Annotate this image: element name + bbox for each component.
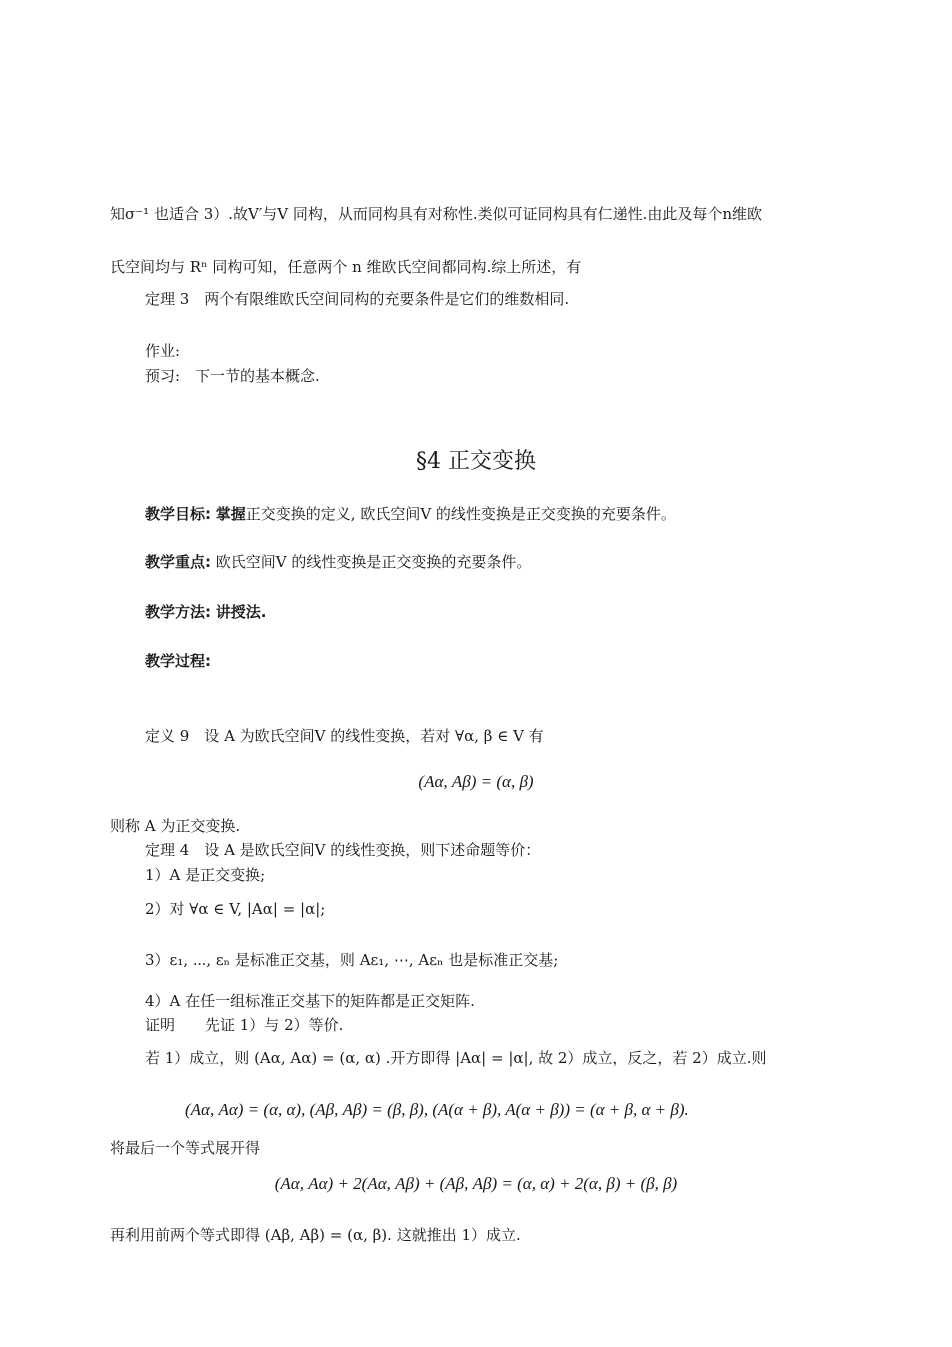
final-line: 再利用前两个等式即得 (Aβ, Aβ) = (α, β). 这就推出 1）成立. (110, 1226, 521, 1244)
theorem-3: 定理 3 两个有限维欧氏空间同构的充要条件是它们的维数相同. (145, 290, 570, 308)
theorem-4: 定理 4 设 A 是欧氏空间V 的线性变换，则下述命题等价： (145, 841, 541, 859)
proof-line: 若 1）成立，则 (Aα, Aα) = (α, α) .开方即得 |Aα| = |α|, 故 2）成立，反之，若 2）成立.则 (145, 1049, 767, 1067)
teaching-process (145, 650, 211, 672)
theorem-item-1: 1）A 是正交变换; (145, 866, 266, 884)
theorem-item-3: 3）ε₁, ⋯, εₙ 是标准正交基，则 Aε₁, ⋯, Aεₙ 也是标准正交基; (145, 951, 559, 969)
goal-label: 教学目标: (145, 505, 211, 523)
proof-start: 证明 先证 1）与 2）等价. (145, 1016, 344, 1034)
theorem-item-4: 4）A 在任一组标准正交基下的矩阵都是正交矩阵. (145, 992, 475, 1010)
teaching-method (145, 601, 266, 623)
formula-expansion: (Aα, Aα) = (α, α), (Aβ, Aβ) = (β, β), (A(α + β), A(α + β)) = (α + β, α + β). (185, 1100, 689, 1119)
continuation-line-1: 知σ⁻¹ 也适合 3）.故V′与V 同构，从而同构具有对称性.类似可证同构具有仁递性.由此及每个n维欧 (110, 205, 763, 223)
method-label: 教学方法: (145, 603, 211, 621)
goal-text: 正交变换的定义, 欧氏空间V 的线性变换是正交变换的充要条件。 (245, 505, 676, 523)
section-title: §4 正交变换 (416, 449, 536, 474)
process-label: 教学过程: (145, 652, 211, 670)
preview-line: 预习: 下一节的基本概念. (145, 367, 320, 385)
continuation-line-2: 氏空间均与 Rⁿ 同构可知，任意两个 n 维欧氏空间都同构.综上所述，有 (110, 258, 582, 276)
definition-9: 定义 9 设 A 为欧氏空间V 的线性变换，若对 ∀α, β ∈ V 有 (145, 727, 544, 745)
method-text: 讲授法. (215, 603, 267, 621)
expand-text: 将最后一个等式展开得 (110, 1139, 261, 1157)
definition-conclusion: 则称 A 为正交变换. (110, 817, 241, 835)
formula-expanded: (Aα, Aα) + 2(Aα, Aβ) + (Aβ, Aβ) = (α, α) + 2(α, β) + (β, β) (274, 1174, 678, 1193)
focus-text: 欧氏空间V 的线性变换是正交变换的充要条件。 (215, 553, 532, 571)
homework-label: 作业: (145, 342, 181, 360)
theorem-item-2: 2）对 ∀α ∈ V, |Aα| = |α|; (145, 900, 326, 918)
teaching-focus (145, 551, 531, 573)
focus-label: 教学重点: (145, 553, 211, 571)
teaching-goal (145, 503, 676, 525)
formula-orthogonal: (Aα, Aβ) = (α, β) (418, 772, 534, 791)
goal-bold: 掌握 (215, 505, 246, 523)
